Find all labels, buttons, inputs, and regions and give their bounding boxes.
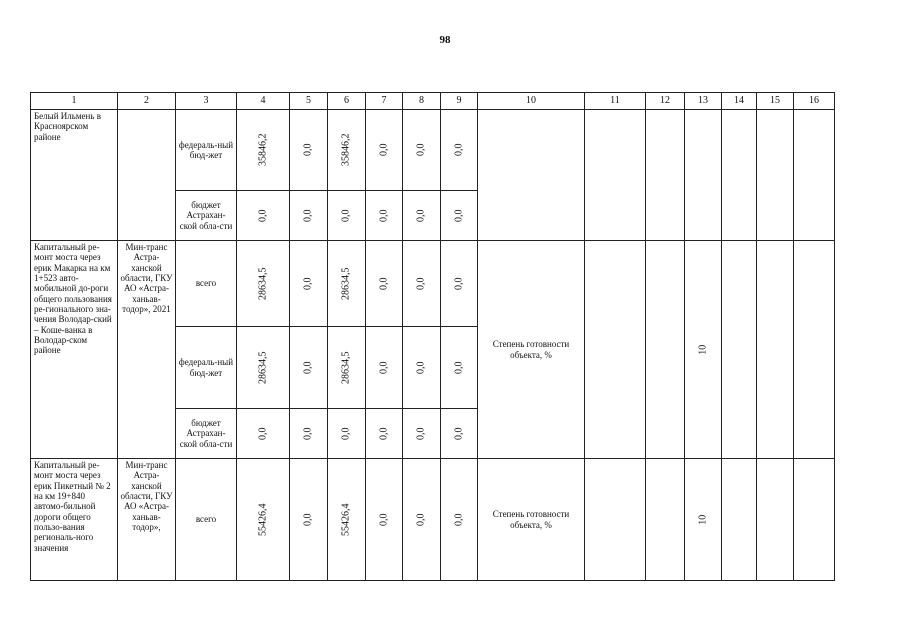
value-text: 0,0 (378, 513, 390, 526)
value-cell (328, 191, 366, 241)
header-cell: 7 (366, 93, 403, 110)
header-cell: 11 (585, 93, 646, 110)
value-cell (290, 191, 328, 241)
funding-source-cell: федераль-ный бюд-жет (176, 110, 237, 191)
value-cell (366, 459, 403, 581)
funding-source-cell: федераль-ный бюд-жет (176, 327, 237, 409)
header-cell: 9 (441, 93, 478, 110)
value-text: 0,0 (415, 427, 427, 440)
value-cell (441, 327, 478, 409)
empty-cell (794, 459, 835, 581)
indicator-name-cell: Степень готовности объекта, % (478, 241, 585, 459)
header-cell: 10 (478, 93, 585, 110)
customer-cell (118, 110, 176, 241)
value-cell (328, 110, 366, 191)
indicator-value-cell (685, 459, 722, 581)
empty-cell (646, 110, 685, 241)
header-cell: 2 (118, 93, 176, 110)
value-cell (237, 327, 290, 409)
value-text: 28634,5 (340, 267, 352, 300)
value-text: 0,0 (453, 361, 465, 374)
value-cell (403, 409, 441, 459)
value-cell (237, 409, 290, 459)
header-cell: 5 (290, 93, 328, 110)
value-text: 28634,5 (257, 267, 269, 300)
value-text: 0,0 (415, 513, 427, 526)
value-text: 0,0 (378, 209, 390, 222)
value-text: 0,0 (378, 277, 390, 290)
object-cell: Белый Ильмень в Красноярском районе (31, 110, 118, 241)
empty-cell (757, 241, 794, 459)
object-cell: Капитальный ре-монт моста через ерик Пикетный № 2 на км 19+840 автомо-бильной дороги общего пользо-вания региональ-ного значения (31, 459, 118, 581)
value-cell (290, 110, 328, 191)
value-cell (403, 110, 441, 191)
empty-cell (794, 110, 835, 241)
table-row (31, 110, 835, 191)
empty-cell (585, 459, 646, 581)
value-text: 0,0 (302, 361, 314, 374)
value-cell (237, 241, 290, 327)
indicator-value-cell (685, 241, 722, 459)
value-text: 55426,4 (257, 503, 269, 536)
customer-cell: Мин-транс Астра-ханской области, ГКУ АО «Астра-ханьав-тодор», (118, 459, 176, 581)
page-number: 98 (439, 34, 451, 46)
indicator-name-cell (478, 110, 585, 241)
value-text: 0,0 (415, 361, 427, 374)
header-row (31, 93, 835, 110)
value-cell (237, 459, 290, 581)
empty-cell (722, 241, 757, 459)
header-cell: 16 (794, 93, 835, 110)
funding-source-cell: бюджет Астрахан-ской обла-сти (176, 191, 237, 241)
value-text: 0,0 (378, 143, 390, 157)
funding-source-cell: всего (176, 241, 237, 327)
value-cell (328, 327, 366, 409)
value-cell (366, 110, 403, 191)
value-text: 35846,2 (340, 133, 352, 167)
value-text: 0,0 (302, 209, 314, 222)
value-text: 0,0 (378, 361, 390, 374)
value-text: 0,0 (453, 513, 465, 526)
empty-cell (757, 459, 794, 581)
value-text: 0,0 (302, 277, 314, 290)
value-text: 0,0 (257, 427, 269, 440)
value-text: 0,0 (415, 143, 427, 157)
value-cell (290, 459, 328, 581)
header-cell: 1 (31, 93, 118, 110)
value-cell (290, 409, 328, 459)
empty-cell (794, 241, 835, 459)
indicator-name-cell: Степень готовности объекта, % (478, 459, 585, 581)
indicator-value-text: 10 (697, 344, 709, 355)
value-text: 0,0 (340, 209, 352, 222)
header-cell: 14 (722, 93, 757, 110)
value-text: 0,0 (415, 277, 427, 290)
value-text: 0,0 (453, 427, 465, 440)
value-cell (328, 459, 366, 581)
value-text: 35846,2 (257, 133, 269, 167)
table-row (31, 241, 835, 327)
indicator-value-text: 10 (697, 514, 709, 525)
value-cell (403, 241, 441, 327)
header-cell: 8 (403, 93, 441, 110)
funding-source-cell: всего (176, 459, 237, 581)
empty-cell (757, 110, 794, 241)
empty-cell (585, 110, 646, 241)
value-cell (328, 409, 366, 459)
empty-cell (722, 110, 757, 241)
customer-cell: Мин-транс Астра-ханской области, ГКУ АО «Астра-ханьав-тодор», 2021 (118, 241, 176, 459)
header-cell: 4 (237, 93, 290, 110)
header-cell: 3 (176, 93, 237, 110)
empty-cell (646, 459, 685, 581)
value-cell (237, 110, 290, 191)
value-text: 0,0 (340, 427, 352, 440)
value-cell (366, 191, 403, 241)
value-cell (403, 459, 441, 581)
table-row (31, 459, 835, 581)
value-cell (366, 241, 403, 327)
value-text: 0,0 (302, 513, 314, 526)
value-cell (366, 409, 403, 459)
value-cell (441, 459, 478, 581)
value-cell (441, 110, 478, 191)
value-text: 28634,5 (257, 351, 269, 384)
value-text: 0,0 (257, 209, 269, 222)
value-cell (441, 241, 478, 327)
value-text: 55426,4 (340, 503, 352, 536)
program-table (30, 92, 835, 581)
value-text: 0,0 (453, 209, 465, 222)
value-cell (441, 409, 478, 459)
value-cell (328, 241, 366, 327)
value-text: 0,0 (415, 209, 427, 222)
header-cell: 13 (685, 93, 722, 110)
object-cell: Капитальный ре-монт моста через ерик Макарка на км 1+523 авто-мобильной до-роги общего пользования ре-гионального зна-чения Володар-ский – Коше-ванка в Володар-ском районе (31, 241, 118, 459)
value-cell (290, 241, 328, 327)
value-cell (237, 191, 290, 241)
value-cell (290, 327, 328, 409)
value-cell (441, 191, 478, 241)
header-cell: 6 (328, 93, 366, 110)
funding-source-cell: бюджет Астрахан-ской обла-сти (176, 409, 237, 459)
indicator-value-cell (685, 110, 722, 241)
empty-cell (722, 459, 757, 581)
empty-cell (585, 241, 646, 459)
value-text: 0,0 (302, 427, 314, 440)
header-cell: 15 (757, 93, 794, 110)
value-cell (403, 327, 441, 409)
value-cell (403, 191, 441, 241)
value-text: 28634,5 (340, 351, 352, 384)
header-cell: 12 (646, 93, 685, 110)
value-text: 0,0 (378, 427, 390, 440)
value-text: 0,0 (453, 143, 465, 157)
empty-cell (646, 241, 685, 459)
value-text: 0,0 (453, 277, 465, 290)
value-text: 0,0 (302, 143, 314, 157)
value-cell (366, 327, 403, 409)
